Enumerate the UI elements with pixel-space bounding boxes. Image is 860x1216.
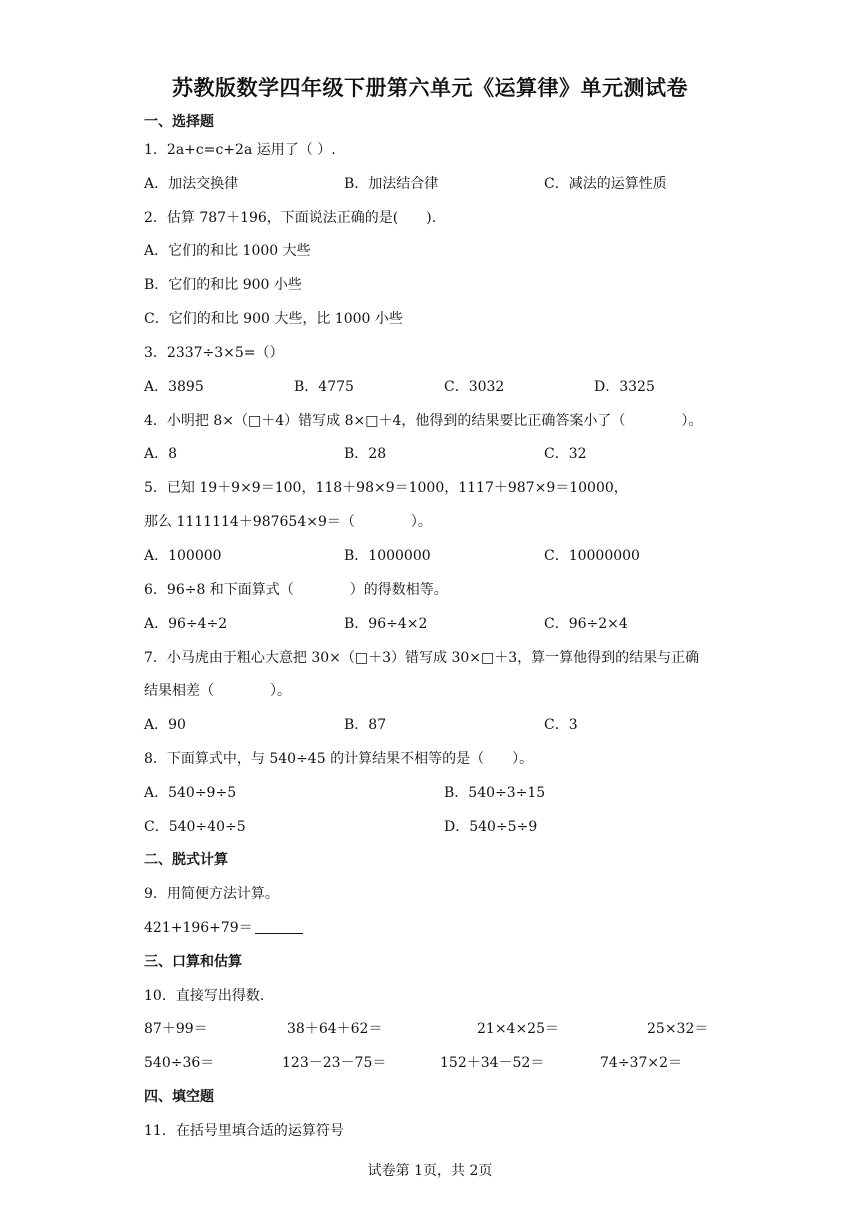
question-10-stem: 10．直接写出得数.	[144, 988, 265, 1004]
question-8-option-b: B．540÷3÷15	[444, 785, 546, 801]
question-7-option-a: A．90	[144, 717, 186, 733]
question-9-expression-text: 421+196+79＝	[144, 920, 253, 936]
question-6-option-c: C．96÷2×4	[544, 616, 628, 632]
section-heading-fill-blank: 四、填空题	[144, 1089, 214, 1105]
question-10-item: 25×32＝	[647, 1021, 709, 1037]
question-5-stem-continued: 那么 1111114＋987654×9＝（ ）。	[144, 514, 432, 530]
question-2-option-b: B．它们的和比 900 小些	[144, 277, 302, 293]
question-4-option-a: A．8	[144, 446, 178, 462]
page-title: 苏教版数学四年级下册第六单元《运算律》单元测试卷	[172, 76, 688, 100]
question-10-item: 152＋34－52＝	[440, 1055, 545, 1071]
question-10-item: 21×4×25＝	[477, 1021, 559, 1037]
question-5-option-a: A．100000	[144, 548, 222, 564]
question-4-option-c: C．32	[544, 446, 587, 462]
question-7-option-b: B．87	[344, 717, 387, 733]
question-10-item: 87＋99＝	[144, 1021, 208, 1037]
question-7-stem-continued: 结果相差（ ）。	[144, 683, 291, 699]
question-3-option-c: C．3032	[444, 379, 505, 395]
question-1-option-a: A．加法交换律	[144, 176, 239, 192]
question-6-option-b: B．96÷4×2	[344, 616, 428, 632]
question-10-item: 540÷36＝	[144, 1055, 215, 1071]
question-6-option-a: A．96÷4÷2	[144, 616, 228, 632]
question-4-stem: 4．小明把 8×（□＋4）错写成 8×□＋4，他得到的结果要比正确答案小了（ ）。	[144, 413, 703, 429]
question-5-stem: 5．已知 19＋9×9＝100，118＋98×9＝1000，1117＋987×9＝10000，	[144, 480, 628, 496]
question-2-stem: 2．估算 787＋196，下面说法正确的是( ).	[144, 210, 437, 226]
question-10-item: 74÷37×2＝	[600, 1055, 682, 1071]
page-footer: 试卷第 1页，共 2页	[367, 1163, 493, 1179]
question-3-option-a: A．3895	[144, 379, 204, 395]
question-3-option-d: D．3325	[594, 379, 655, 395]
question-8-option-d: D．540÷5÷9	[444, 819, 538, 835]
question-1-option-c: C．减法的运算性质	[544, 176, 667, 192]
answer-blank	[255, 919, 303, 934]
question-8-stem: 8．下面算式中，与 540÷45 的计算结果不相等的是（ ）。	[144, 751, 534, 767]
question-8-option-a: A．540÷9÷5	[144, 785, 237, 801]
question-2-option-a: A．它们的和比 1000 大些	[144, 243, 311, 259]
question-7-stem: 7．小马虎由于粗心大意把 30×（□＋3）错写成 30×□＋3，算一算他得到的结果与正确	[144, 650, 700, 666]
question-9-stem: 9．用简便方法计算。	[144, 886, 279, 902]
section-heading-choice: 一、选择题	[144, 114, 214, 130]
question-1-option-b: B．加法结合律	[344, 176, 439, 192]
question-3-stem: 3．2337÷3×5=（）	[144, 345, 284, 361]
question-11-stem: 11．在括号里填合适的运算符号	[144, 1123, 344, 1139]
section-heading-mental-math: 三、口算和估算	[144, 954, 242, 970]
question-2-option-c: C．它们的和比 900 大些，比 1000 小些	[144, 311, 403, 327]
question-4-option-b: B．28	[344, 446, 387, 462]
question-9-expression	[144, 918, 303, 938]
question-6-stem: 6．96÷8 和下面算式（ ）的得数相等。	[144, 582, 448, 598]
question-3-option-b: B．4775	[294, 379, 354, 395]
question-10-item: 123－23－75＝	[282, 1055, 387, 1071]
question-8-option-c: C．540÷40÷5	[144, 819, 246, 835]
question-7-option-c: C．3	[544, 717, 578, 733]
question-1-stem: 1．2a+c=c+2a 运用了（ ）.	[144, 142, 336, 158]
question-5-option-c: C．10000000	[544, 548, 640, 564]
question-10-item: 38＋64＋62＝	[287, 1021, 383, 1037]
question-5-option-b: B．1000000	[344, 548, 431, 564]
section-heading-stepwise: 二、脱式计算	[144, 852, 228, 868]
